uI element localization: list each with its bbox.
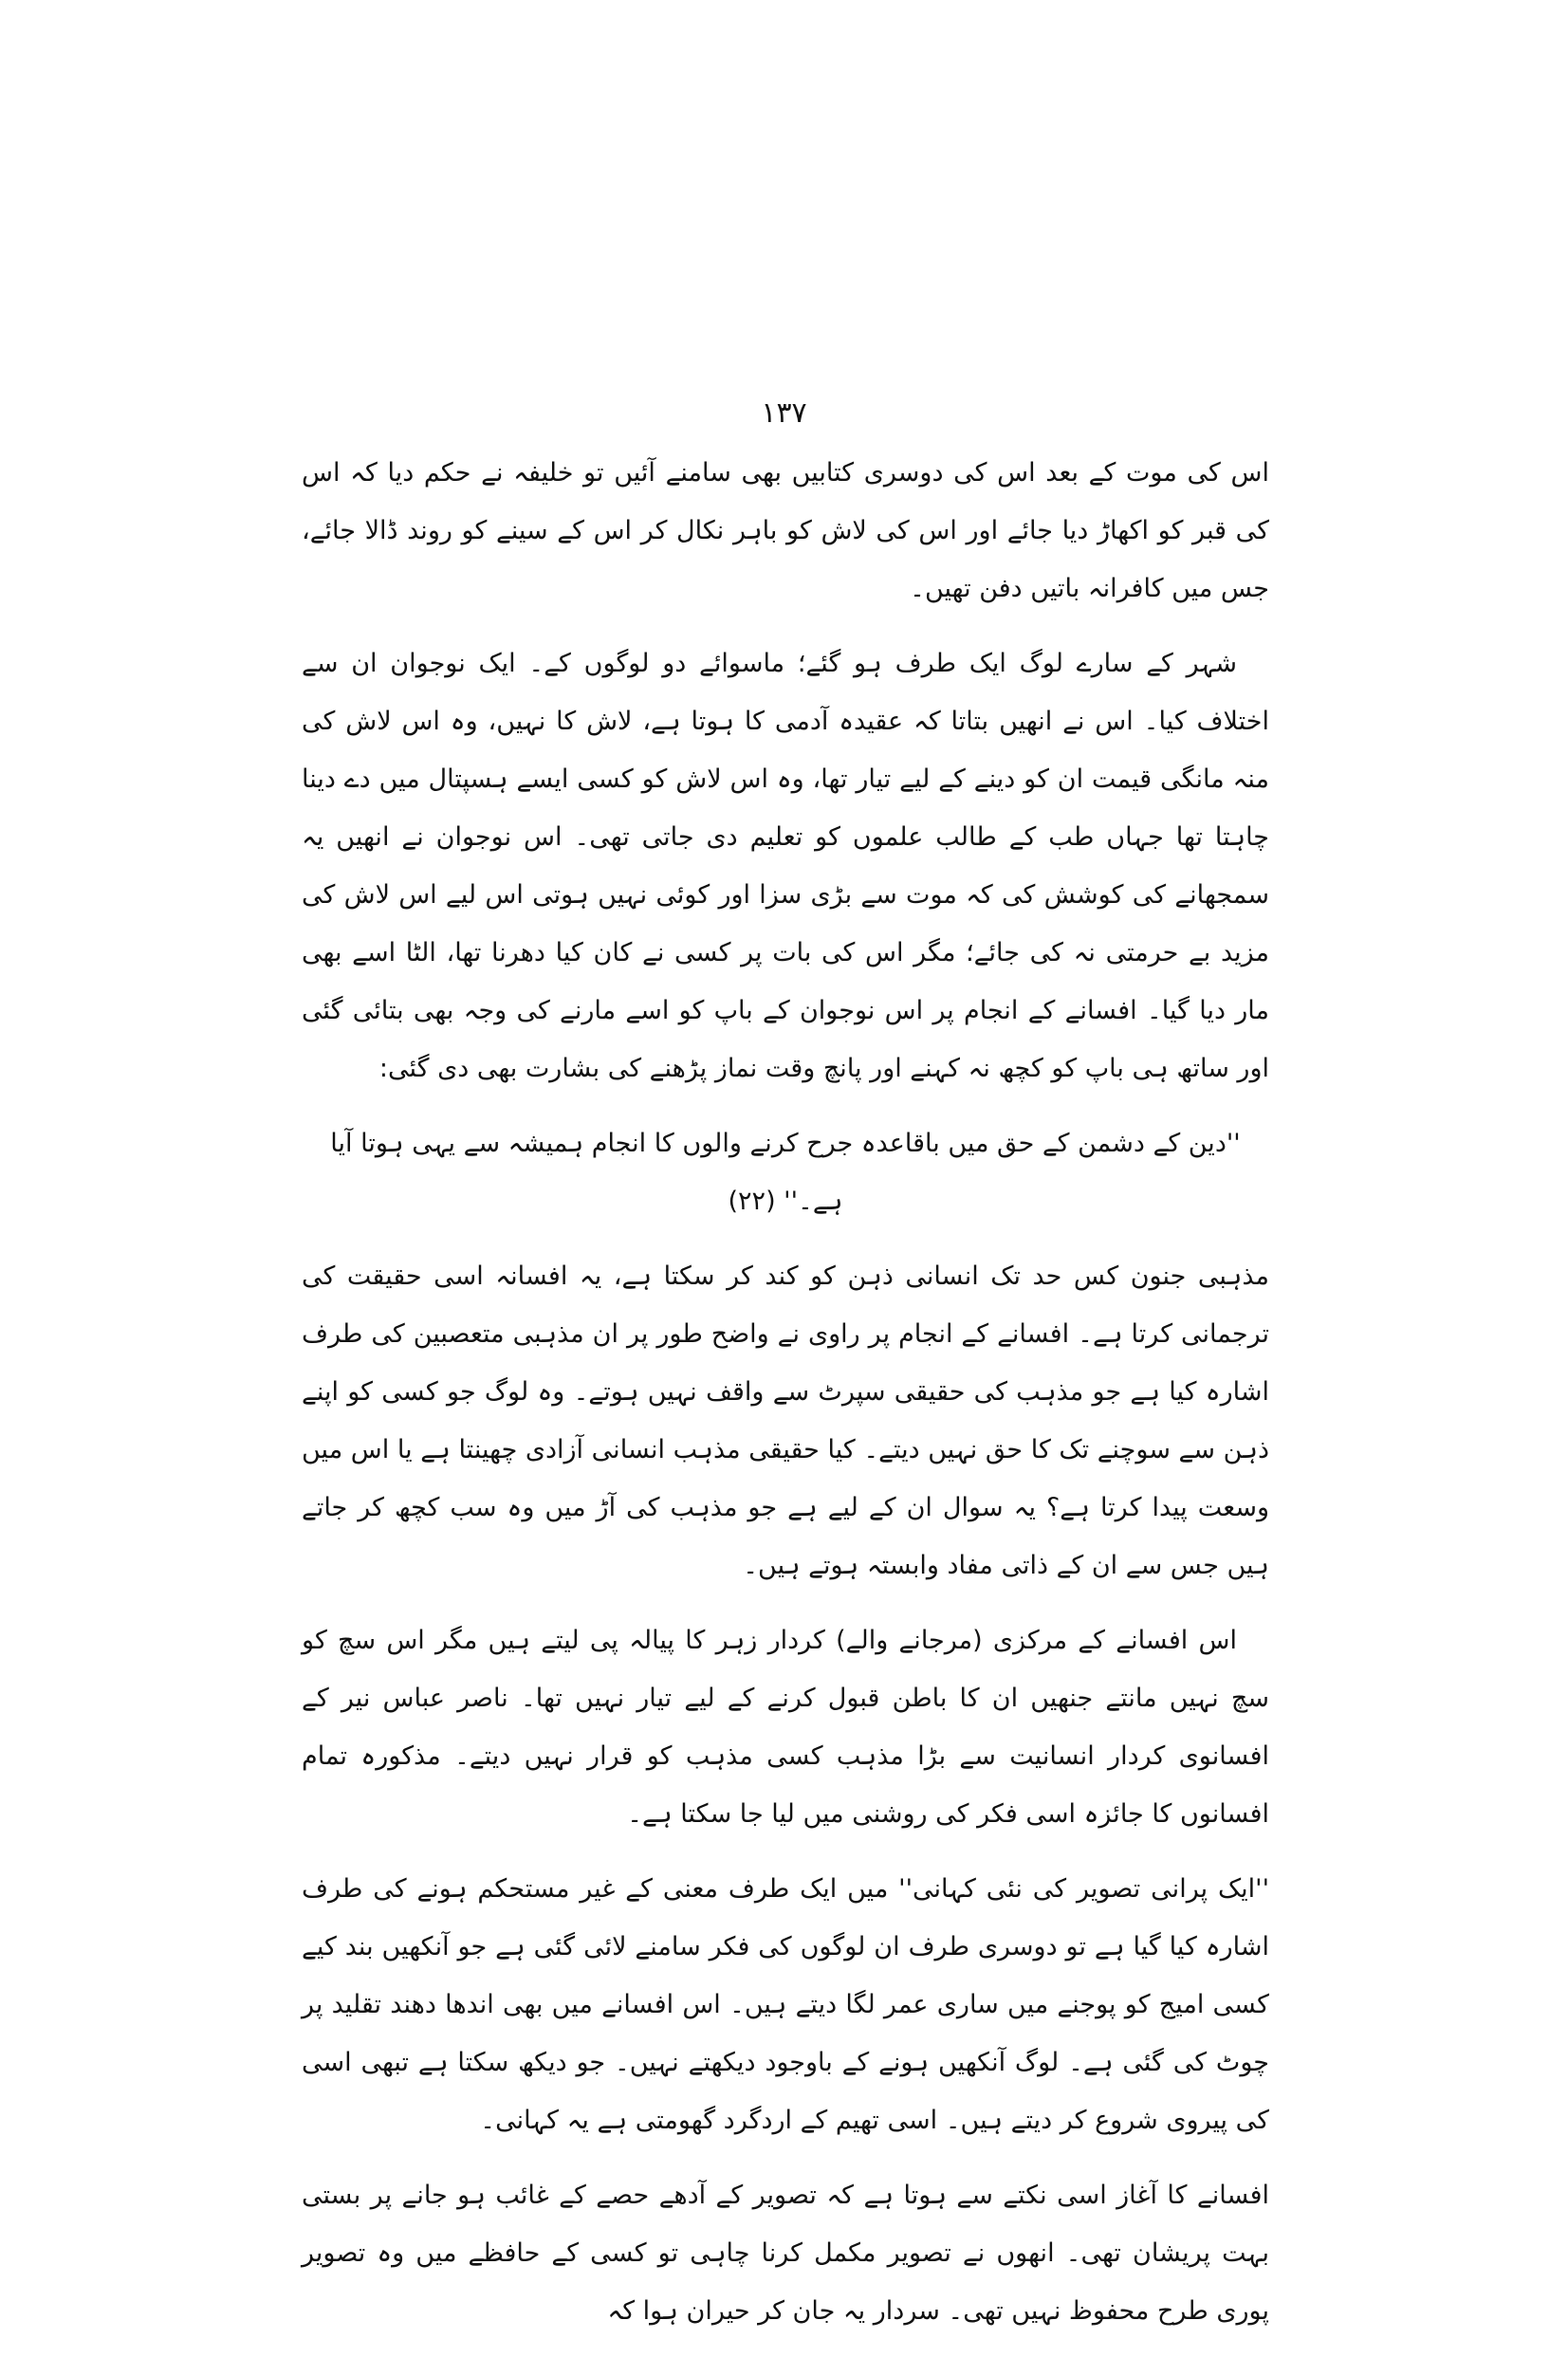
paragraph: مذہبی جنون کس حد تک انسانی ذہن کو کند کر سکتا ہے، یہ افسانہ اسی حقیقت کی ترجمانی کرتا ہے۔ افسانے کے انجام پر راوی نے واضح طور پر ان مذہبی متعصبین کی طرف اشارہ کیا ہے جو مذہب کی حقیقی سپرٹ سے واقف نہیں ہوتے۔ وہ لوگ جو کسی کو اپنے ذہن سے سوچنے تک کا حق نہیں دیتے۔ کیا حقیقی مذہب انسانی آزادی چھینتا ہے یا اس میں وسعت پیدا کرتا ہے؟ یہ سوال ان کے لیے ہے جو مذہب کی آڑ میں وہ سب کچھ کر جاتے ہیں جس سے ان کے ذاتی مفاد وابستہ ہوتے ہیں۔ bbox=[302, 1261, 1269, 1580]
paragraph: ''ایک پرانی تصویر کی نئی کہانی'' میں ایک طرف معنی کے غیر مستحکم ہونے کی طرف اشارہ کیا گیا ہے تو دوسری طرف ان لوگوں کی فکر سامنے لائی گئی ہے جو آنکھیں بند کیے کسی امیج کو پوجنے میں ساری عمر لگا دیتے ہیں۔ اس افسانے میں بھی اندھا دھند تقلید پر چوٹ کی گئی ہے۔ لوگ آنکھیں ہونے کے باوجود دیکھتے نہیں۔ جو دیکھ سکتا ہے تبھی اسی کی پیروی شروع کر دیتے ہیں۔ اسی تھیم کے اردگرد گھومتی ہے یہ کہانی۔ bbox=[302, 1874, 1269, 2135]
paragraph: اس کی موت کے بعد اس کی دوسری کتابیں بھی سامنے آئیں تو خلیفہ نے حکم دیا کہ اس کی قبر کو اکھاڑ دیا جائے اور اس کی لاش کو باہر نکال کر اس کے سینے کو روند ڈالا جائے، جس میں کافرانہ باتیں دفن تھیں۔ bbox=[302, 458, 1269, 603]
document-body bbox=[302, 444, 1269, 2357]
paragraph: اس افسانے کے مرکزی (مرجانے والے) کردار زہر کا پیالہ پی لیتے ہیں مگر اس سچ کو سچ نہیں مانتے جنھیں ان کا باطن قبول کرنے کے لیے تیار نہیں تھا۔ ناصر عباس نیر کے افسانوی کردار انسانیت سے بڑا مذہب کسی مذہب کو قرار نہیں دیتے۔ مذکورہ تمام افسانوں کا جائزہ اسی فکر کی روشنی میں لیا جا سکتا ہے۔ bbox=[302, 1626, 1269, 1829]
page-number: ۱۳۷ bbox=[761, 396, 807, 430]
block-quote: ''دین کے دشمن کے حق میں باقاعدہ جرح کرنے والوں کا انجام ہمیشہ سے یہی ہوتا آیا ہے۔'' (۲۲) bbox=[330, 1129, 1241, 1216]
paragraph: افسانے کا آغاز اسی نکتے سے ہوتا ہے کہ تصویر کے آدھے حصے کے غائب ہو جانے پر بستی بہت پریشان تھی۔ انھوں نے تصویر مکمل کرنا چاہی تو کسی کے حافظے میں وہ تصویر پوری طرح محفوظ نہیں تھی۔ سردار یہ جان کر حیران ہوا کہ bbox=[302, 2181, 1269, 2326]
paragraph: شہر کے سارے لوگ ایک طرف ہو گئے؛ ماسوائے دو لوگوں کے۔ ایک نوجوان ان سے اختلاف کیا۔ اس نے انھیں بتاتا کہ عقیدہ آدمی کا ہوتا ہے، لاش کا نہیں، وہ اس لاش کی منہ مانگی قیمت ان کو دینے کے لیے تیار تھا، وہ اس لاش کو کسی ایسے ہسپتال میں دے دینا چاہتا تھا جہاں طب کے طالب علموں کو تعلیم دی جاتی تھی۔ اس نوجوان نے انھیں یہ سمجھانے کی کوشش کی کہ موت سے بڑی سزا اور کوئی نہیں ہوتی اس لیے اس لاش کی مزید بے حرمتی نہ کی جائے؛ مگر اس کی بات پر کسی نے کان کیا دھرنا تھا، الٹا اسے بھی مار دیا گیا۔ افسانے کے انجام پر اس نوجوان کے باپ کو اسے مارنے کی وجہ بھی بتائی گئی اور ساتھ ہی باپ کو کچھ نہ کہنے اور پانچ وقت نماز پڑھنے کی بشارت بھی دی گئی: bbox=[302, 649, 1269, 1083]
